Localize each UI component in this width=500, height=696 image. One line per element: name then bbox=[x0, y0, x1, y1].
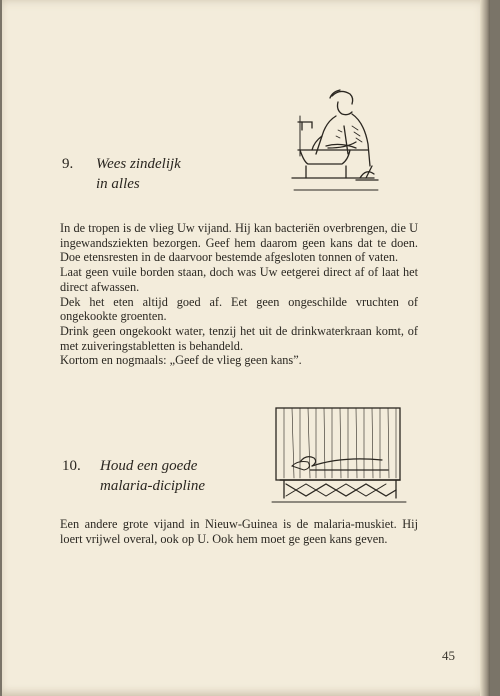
section-9-paragraph: Dek het eten altijd goed af. Eet geen ongeschilde vruchten of ongekookte groenten. bbox=[60, 294, 418, 324]
section-9-body bbox=[60, 221, 418, 368]
section-9-paragraph: In de tropen is de vlieg Uw vijand. Hij kan bacteriën overbrengen, die U ingewandsziekten bezorgen. Geef hem daarom geen kans dat te doen. Doe etensresten in de daarvoor bestemde afgesloten tonnen of vaten. bbox=[60, 221, 418, 265]
book-page bbox=[2, 0, 490, 696]
section-10-heading bbox=[62, 456, 262, 498]
section-10-body bbox=[60, 517, 418, 546]
section-10-paragraph: Een andere grote vijand in Nieuw-Guinea is de malaria-muskiet. Hij loert vrijwel overal, ook op U. Ook hem moet ge geen kans geven. bbox=[60, 517, 418, 546]
section-9-title-line-2: in alles bbox=[96, 176, 140, 192]
section-10-title-line-1: Houd een goede bbox=[100, 458, 198, 474]
section-9-heading bbox=[62, 154, 242, 196]
section-10-number: 10. bbox=[62, 458, 81, 474]
section-9-paragraph: Laat geen vuile borden staan, doch was Uw eetgerei direct af of laat het direct afwassen. bbox=[60, 265, 418, 294]
page-edge bbox=[480, 0, 490, 696]
dishwashing-illustration bbox=[286, 86, 386, 194]
section-9-paragraph: Kortom en nogmaals: „Geef de vlieg geen kans”. bbox=[60, 353, 302, 368]
section-9-paragraph: Drink geen ongekookt water, tenzij het uit de drinkwaterkraan komt, of met zuiveringstabletten is behandeld. bbox=[60, 323, 418, 353]
section-9-title-line-1: Wees zindelijk bbox=[96, 156, 181, 172]
section-10-title-line-2: malaria-dicipline bbox=[100, 478, 205, 494]
mosquito-net-bed-illustration bbox=[270, 404, 408, 508]
page-number: 45 bbox=[442, 648, 455, 663]
section-9-number: 9. bbox=[62, 156, 74, 172]
